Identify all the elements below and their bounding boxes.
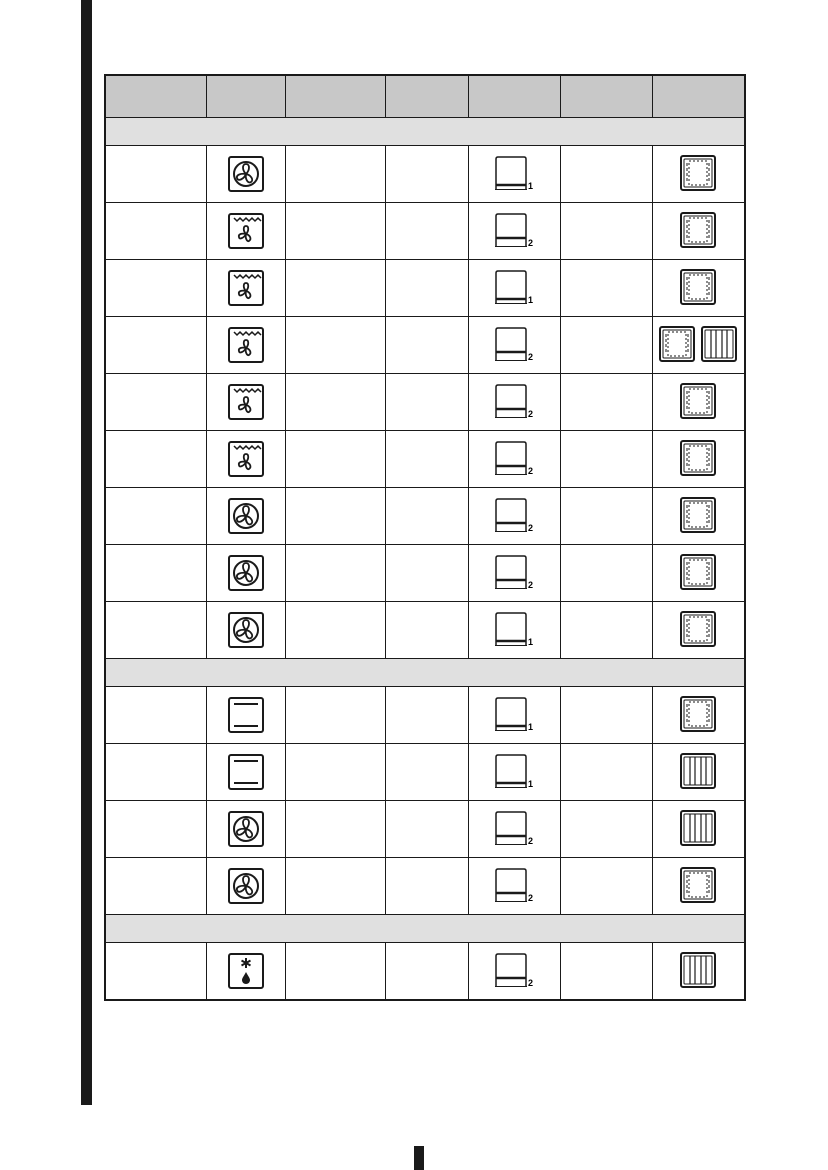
shelf-cell: [468, 545, 560, 602]
shelf-position-icon: [495, 156, 527, 193]
temperature-cell: [285, 374, 385, 431]
accessory-group: [680, 554, 716, 593]
table-row: [105, 431, 745, 488]
header-dish: [105, 75, 206, 118]
shelf-position-icon: [495, 555, 527, 592]
accessory-cell: [652, 801, 745, 858]
accessory-cell: [652, 687, 745, 744]
temperature-cell: [285, 858, 385, 915]
shelf-number: 2: [527, 237, 533, 248]
time-cell: [385, 146, 468, 203]
header-accessory: [652, 75, 745, 118]
shelf-level: [495, 213, 533, 250]
cooking-table: [104, 74, 746, 1001]
tray-icon: [680, 497, 716, 536]
table-row: [105, 260, 745, 317]
function-cell: [206, 602, 285, 659]
time-cell: [385, 203, 468, 260]
shelf-position-icon: [495, 868, 527, 905]
function-cell: [206, 431, 285, 488]
temperature-cell: [285, 203, 385, 260]
shelf-cell: [468, 943, 560, 1001]
shelf-position-icon: [495, 754, 527, 791]
accessory-group: [680, 383, 716, 422]
shelf-cell: [468, 317, 560, 374]
tray-icon: [680, 440, 716, 479]
shelf-position-icon: [495, 612, 527, 649]
accessory-group: [680, 696, 716, 735]
notes-cell: [560, 744, 652, 801]
shelf-number: 2: [527, 351, 533, 362]
accessory-group: [659, 326, 737, 365]
shelf-level: [495, 811, 533, 848]
dish-cell: [105, 488, 206, 545]
time-cell: [385, 858, 468, 915]
shelf-number: 2: [527, 465, 533, 476]
notes-cell: [560, 431, 652, 488]
time-cell: [385, 801, 468, 858]
fan-icon: [207, 811, 285, 847]
accessory-cell: [652, 545, 745, 602]
dish-cell: [105, 146, 206, 203]
dish-cell: [105, 943, 206, 1001]
tray-icon: [680, 155, 716, 194]
shelf-number: 2: [527, 835, 533, 846]
fan-grill-icon: [207, 213, 285, 249]
function-cell: [206, 374, 285, 431]
function-cell: [206, 858, 285, 915]
temperature-cell: [285, 943, 385, 1001]
shelf-position-icon: [495, 327, 527, 364]
header-function: [206, 75, 285, 118]
shelf-level: [495, 555, 533, 592]
accessory-cell: [652, 943, 745, 1001]
shelf-cell: [468, 431, 560, 488]
table-row: [105, 317, 745, 374]
shelf-position-icon: [495, 213, 527, 250]
accessory-group: [680, 952, 716, 991]
tray-icon: [680, 554, 716, 593]
table-row: [105, 687, 745, 744]
accessory-cell: [652, 374, 745, 431]
accessory-cell: [652, 431, 745, 488]
dish-cell: [105, 374, 206, 431]
accessory-cell: [652, 744, 745, 801]
function-cell: [206, 943, 285, 1001]
notes-cell: [560, 943, 652, 1001]
time-cell: [385, 488, 468, 545]
section-label: [105, 915, 745, 943]
page-marker: [414, 1146, 424, 1170]
section-row: [105, 118, 745, 146]
shelf-cell: [468, 488, 560, 545]
function-cell: [206, 545, 285, 602]
tray-icon: [680, 212, 716, 251]
accessory-cell: [652, 203, 745, 260]
table-row: [105, 374, 745, 431]
conventional-icon: [207, 754, 285, 790]
shelf-cell: [468, 744, 560, 801]
time-cell: [385, 374, 468, 431]
accessory-cell: [652, 260, 745, 317]
shelf-level: [495, 270, 533, 307]
temperature-cell: [285, 801, 385, 858]
temperature-cell: [285, 744, 385, 801]
accessory-cell: [652, 317, 745, 374]
notes-cell: [560, 602, 652, 659]
time-cell: [385, 545, 468, 602]
fan-icon: [207, 612, 285, 648]
notes-cell: [560, 687, 652, 744]
shelf-level: [495, 327, 533, 364]
dish-cell: [105, 545, 206, 602]
shelf-level: [495, 612, 533, 649]
shelf-number: 1: [527, 180, 533, 191]
shelf-number: 1: [527, 778, 533, 789]
temperature-cell: [285, 687, 385, 744]
shelf-number: 2: [527, 892, 533, 903]
shelf-level: [495, 384, 533, 421]
shelf-position-icon: [495, 384, 527, 421]
notes-cell: [560, 260, 652, 317]
accessory-group: [680, 440, 716, 479]
table-row: [105, 146, 745, 203]
table-row: [105, 488, 745, 545]
time-cell: [385, 602, 468, 659]
temperature-cell: [285, 545, 385, 602]
notes-cell: [560, 488, 652, 545]
shelf-number: 2: [527, 522, 533, 533]
accessory-group: [680, 867, 716, 906]
table-row: [105, 744, 745, 801]
dish-cell: [105, 260, 206, 317]
shelf-number: 1: [527, 294, 533, 305]
function-cell: [206, 317, 285, 374]
accessory-cell: [652, 858, 745, 915]
shelf-position-icon: [495, 498, 527, 535]
accessory-group: [680, 611, 716, 650]
shelf-cell: [468, 801, 560, 858]
time-cell: [385, 260, 468, 317]
table-row: [105, 545, 745, 602]
tray-icon: [680, 383, 716, 422]
function-cell: [206, 203, 285, 260]
rack-icon: [680, 753, 716, 792]
conventional-icon: [207, 697, 285, 733]
shelf-level: [495, 868, 533, 905]
shelf-level: [495, 754, 533, 791]
shelf-number: 1: [527, 636, 533, 647]
temperature-cell: [285, 260, 385, 317]
section-label: [105, 118, 745, 146]
notes-cell: [560, 545, 652, 602]
time-cell: [385, 744, 468, 801]
fan-grill-icon: [207, 270, 285, 306]
shelf-position-icon: [495, 953, 527, 990]
shelf-level: [495, 156, 533, 193]
shelf-cell: [468, 146, 560, 203]
accessory-cell: [652, 602, 745, 659]
fan-icon: [207, 498, 285, 534]
notes-cell: [560, 203, 652, 260]
table-row: [105, 801, 745, 858]
dish-cell: [105, 602, 206, 659]
shelf-cell: [468, 260, 560, 317]
shelf-level: [495, 441, 533, 478]
accessory-group: [680, 810, 716, 849]
accessory-cell: [652, 146, 745, 203]
shelf-cell: [468, 858, 560, 915]
tray-icon: [680, 611, 716, 650]
shelf-level: [495, 498, 533, 535]
function-cell: [206, 801, 285, 858]
tray-icon: [680, 867, 716, 906]
function-cell: [206, 488, 285, 545]
dish-cell: [105, 203, 206, 260]
temperature-cell: [285, 488, 385, 545]
shelf-number: 1: [527, 721, 533, 732]
dish-cell: [105, 431, 206, 488]
fan-icon: [207, 868, 285, 904]
rack-icon: [701, 326, 737, 365]
shelf-cell: [468, 203, 560, 260]
shelf-cell: [468, 687, 560, 744]
temperature-cell: [285, 146, 385, 203]
time-cell: [385, 943, 468, 1001]
shelf-number: 2: [527, 408, 533, 419]
section-label: [105, 659, 745, 687]
defrost-icon: [207, 953, 285, 989]
tray-icon: [680, 269, 716, 308]
table-row: [105, 858, 745, 915]
page-side-bar: [81, 0, 92, 1105]
section-row: [105, 659, 745, 687]
accessory-group: [680, 155, 716, 194]
dish-cell: [105, 744, 206, 801]
header-shelf: [468, 75, 560, 118]
table-header-row: [105, 75, 745, 118]
table-row: [105, 203, 745, 260]
shelf-number: 2: [527, 977, 533, 988]
time-cell: [385, 687, 468, 744]
time-cell: [385, 431, 468, 488]
temperature-cell: [285, 317, 385, 374]
shelf-number: 2: [527, 579, 533, 590]
fan-icon: [207, 555, 285, 591]
dish-cell: [105, 858, 206, 915]
table-row: [105, 943, 745, 1001]
notes-cell: [560, 801, 652, 858]
shelf-position-icon: [495, 441, 527, 478]
dish-cell: [105, 687, 206, 744]
shelf-level: [495, 953, 533, 990]
shelf-level: [495, 697, 533, 734]
section-row: [105, 915, 745, 943]
accessory-cell: [652, 488, 745, 545]
notes-cell: [560, 858, 652, 915]
temperature-cell: [285, 431, 385, 488]
notes-cell: [560, 374, 652, 431]
header-notes: [560, 75, 652, 118]
header-time: [385, 75, 468, 118]
dish-cell: [105, 317, 206, 374]
fan-grill-icon: [207, 441, 285, 477]
function-cell: [206, 687, 285, 744]
dish-cell: [105, 801, 206, 858]
shelf-position-icon: [495, 270, 527, 307]
table-row: [105, 602, 745, 659]
time-cell: [385, 317, 468, 374]
fan-grill-icon: [207, 327, 285, 363]
rack-icon: [680, 810, 716, 849]
shelf-position-icon: [495, 697, 527, 734]
accessory-group: [680, 212, 716, 251]
header-temperature: [285, 75, 385, 118]
accessory-group: [680, 753, 716, 792]
tray-icon: [680, 696, 716, 735]
accessory-group: [680, 497, 716, 536]
shelf-cell: [468, 374, 560, 431]
shelf-cell: [468, 602, 560, 659]
accessory-group: [680, 269, 716, 308]
function-cell: [206, 744, 285, 801]
function-cell: [206, 146, 285, 203]
function-cell: [206, 260, 285, 317]
fan-grill-icon: [207, 384, 285, 420]
shelf-position-icon: [495, 811, 527, 848]
notes-cell: [560, 317, 652, 374]
fan-icon: [207, 156, 285, 192]
notes-cell: [560, 146, 652, 203]
temperature-cell: [285, 602, 385, 659]
tray-icon: [659, 326, 695, 365]
rack-icon: [680, 952, 716, 991]
